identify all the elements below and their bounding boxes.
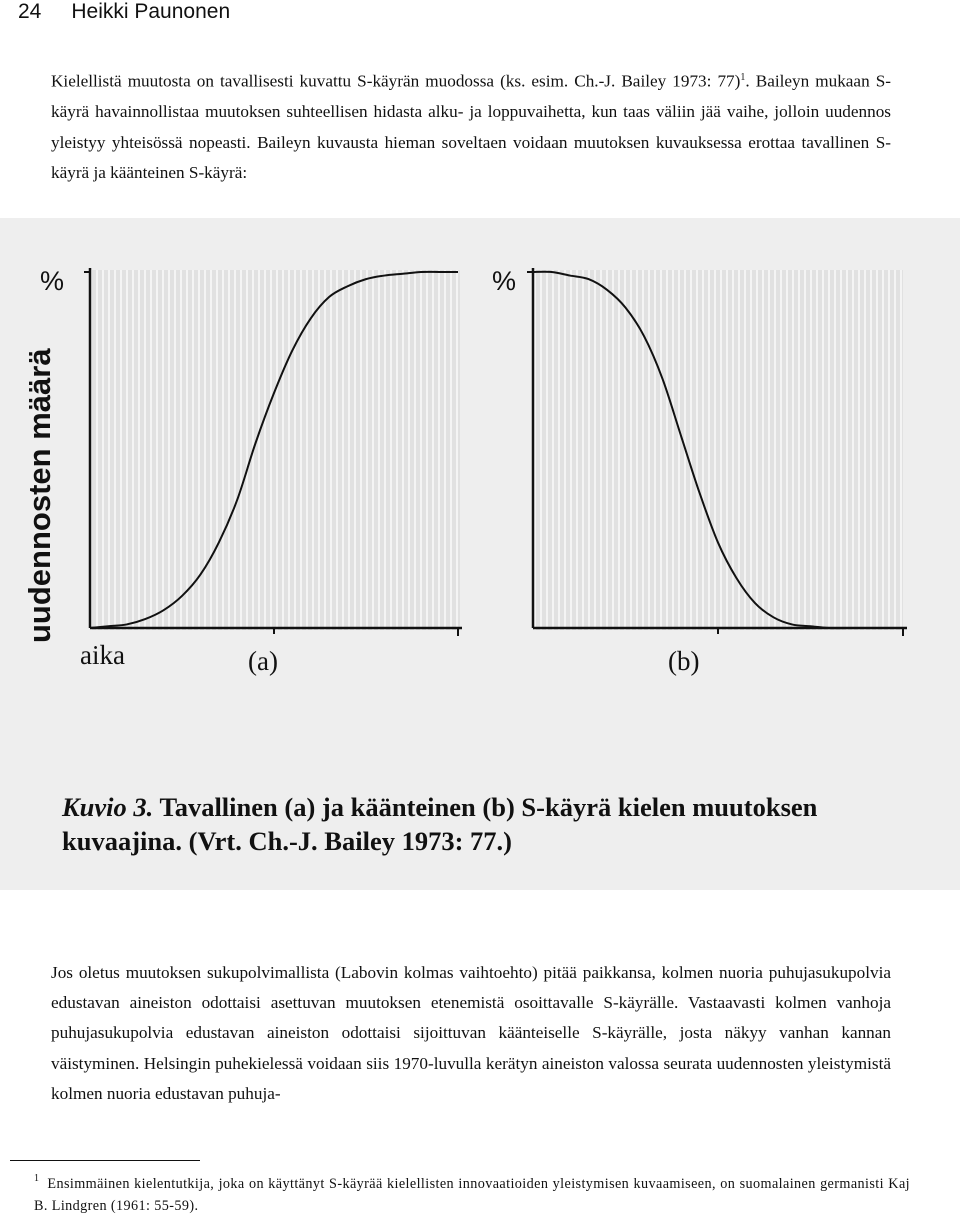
panel-a-background [90,270,460,630]
figure-caption [62,790,902,858]
intro-paragraph [51,63,891,189]
panel-a-label: (a) [248,646,278,676]
page-header [18,0,230,24]
percent-label-a: % [40,266,65,296]
footnote-number: 1 [34,1173,40,1184]
intro-text-cont: . Baileyn mukaan S-käyrä havainnollistaa muutoksen suhteellisen hidasta alku- ja loppuvaihetta, kun taas väliin jää vaihe, jolloin uudennos yleistyy yhteisössä nopeasti. Baileyn kuvausta hieman soveltaen voidaan muutoksen kuvauksessa erottaa tavallinen S-käyrä ja käänteinen S-käyrä: [51,71,891,183]
footnote-text: Ensimmäinen kielentutkija, joka on käyttänyt S-käyrää kielellisten innovaatioiden yleistymisen kuvaamiseen, on suomalainen germanisti Kaj B. Lindgren (1961: 55-59). [34,1176,910,1214]
figure-caption-text: Tavallinen (a) ja käänteinen (b) S-käyrä kielen muutoksen kuvaajina. (Vrt. Ch.-J. Bailey 1973: 77.) [62,792,818,856]
x-axis-label: aika [80,640,125,670]
panel-b-label: (b) [668,646,700,676]
running-head-author: Heikki Paunonen [71,0,231,23]
figure-number: Kuvio 3. [62,792,154,822]
s-curve-figure [0,218,960,890]
intro-text: Kielellistä muutosta on tavallisesti kuvattu S-käyrän muodossa (ks. esim. Ch.-J. Bailey 1973: 77) [51,71,741,91]
percent-label-b: % [492,266,517,296]
body-paragraph: Jos oletus muutoksen sukupolvimallista (Labovin kolmas vaihtoehto) pitää paikkansa, kolmen nuoria puhujasukupolvia edustavan aineiston odottaisi asettuvan muutoksen etenemistä osoittavalle S-käyrälle. Vastaavasti kolmen vanhoja puhujasukupolvia edustavan aineiston odottaisi sijoittuvan käänteiselle S-käyrälle, josta näkyy vanhan kannan väistyminen. Helsingin puhekielessä voidaan siis 1970-luvulla kerätyn aineiston valossa seurata uudennosten yleistymistä kolmen nuoria edustavan puhuja- [51,963,891,1103]
footnote-ref[interactable]: 1 [740,72,746,83]
footnote-rule [10,1160,200,1161]
panel-b-background [533,270,903,630]
y-axis-label: uudennosten määrä [22,348,57,643]
footnote [34,1168,910,1217]
page-number: 24 [18,0,42,23]
